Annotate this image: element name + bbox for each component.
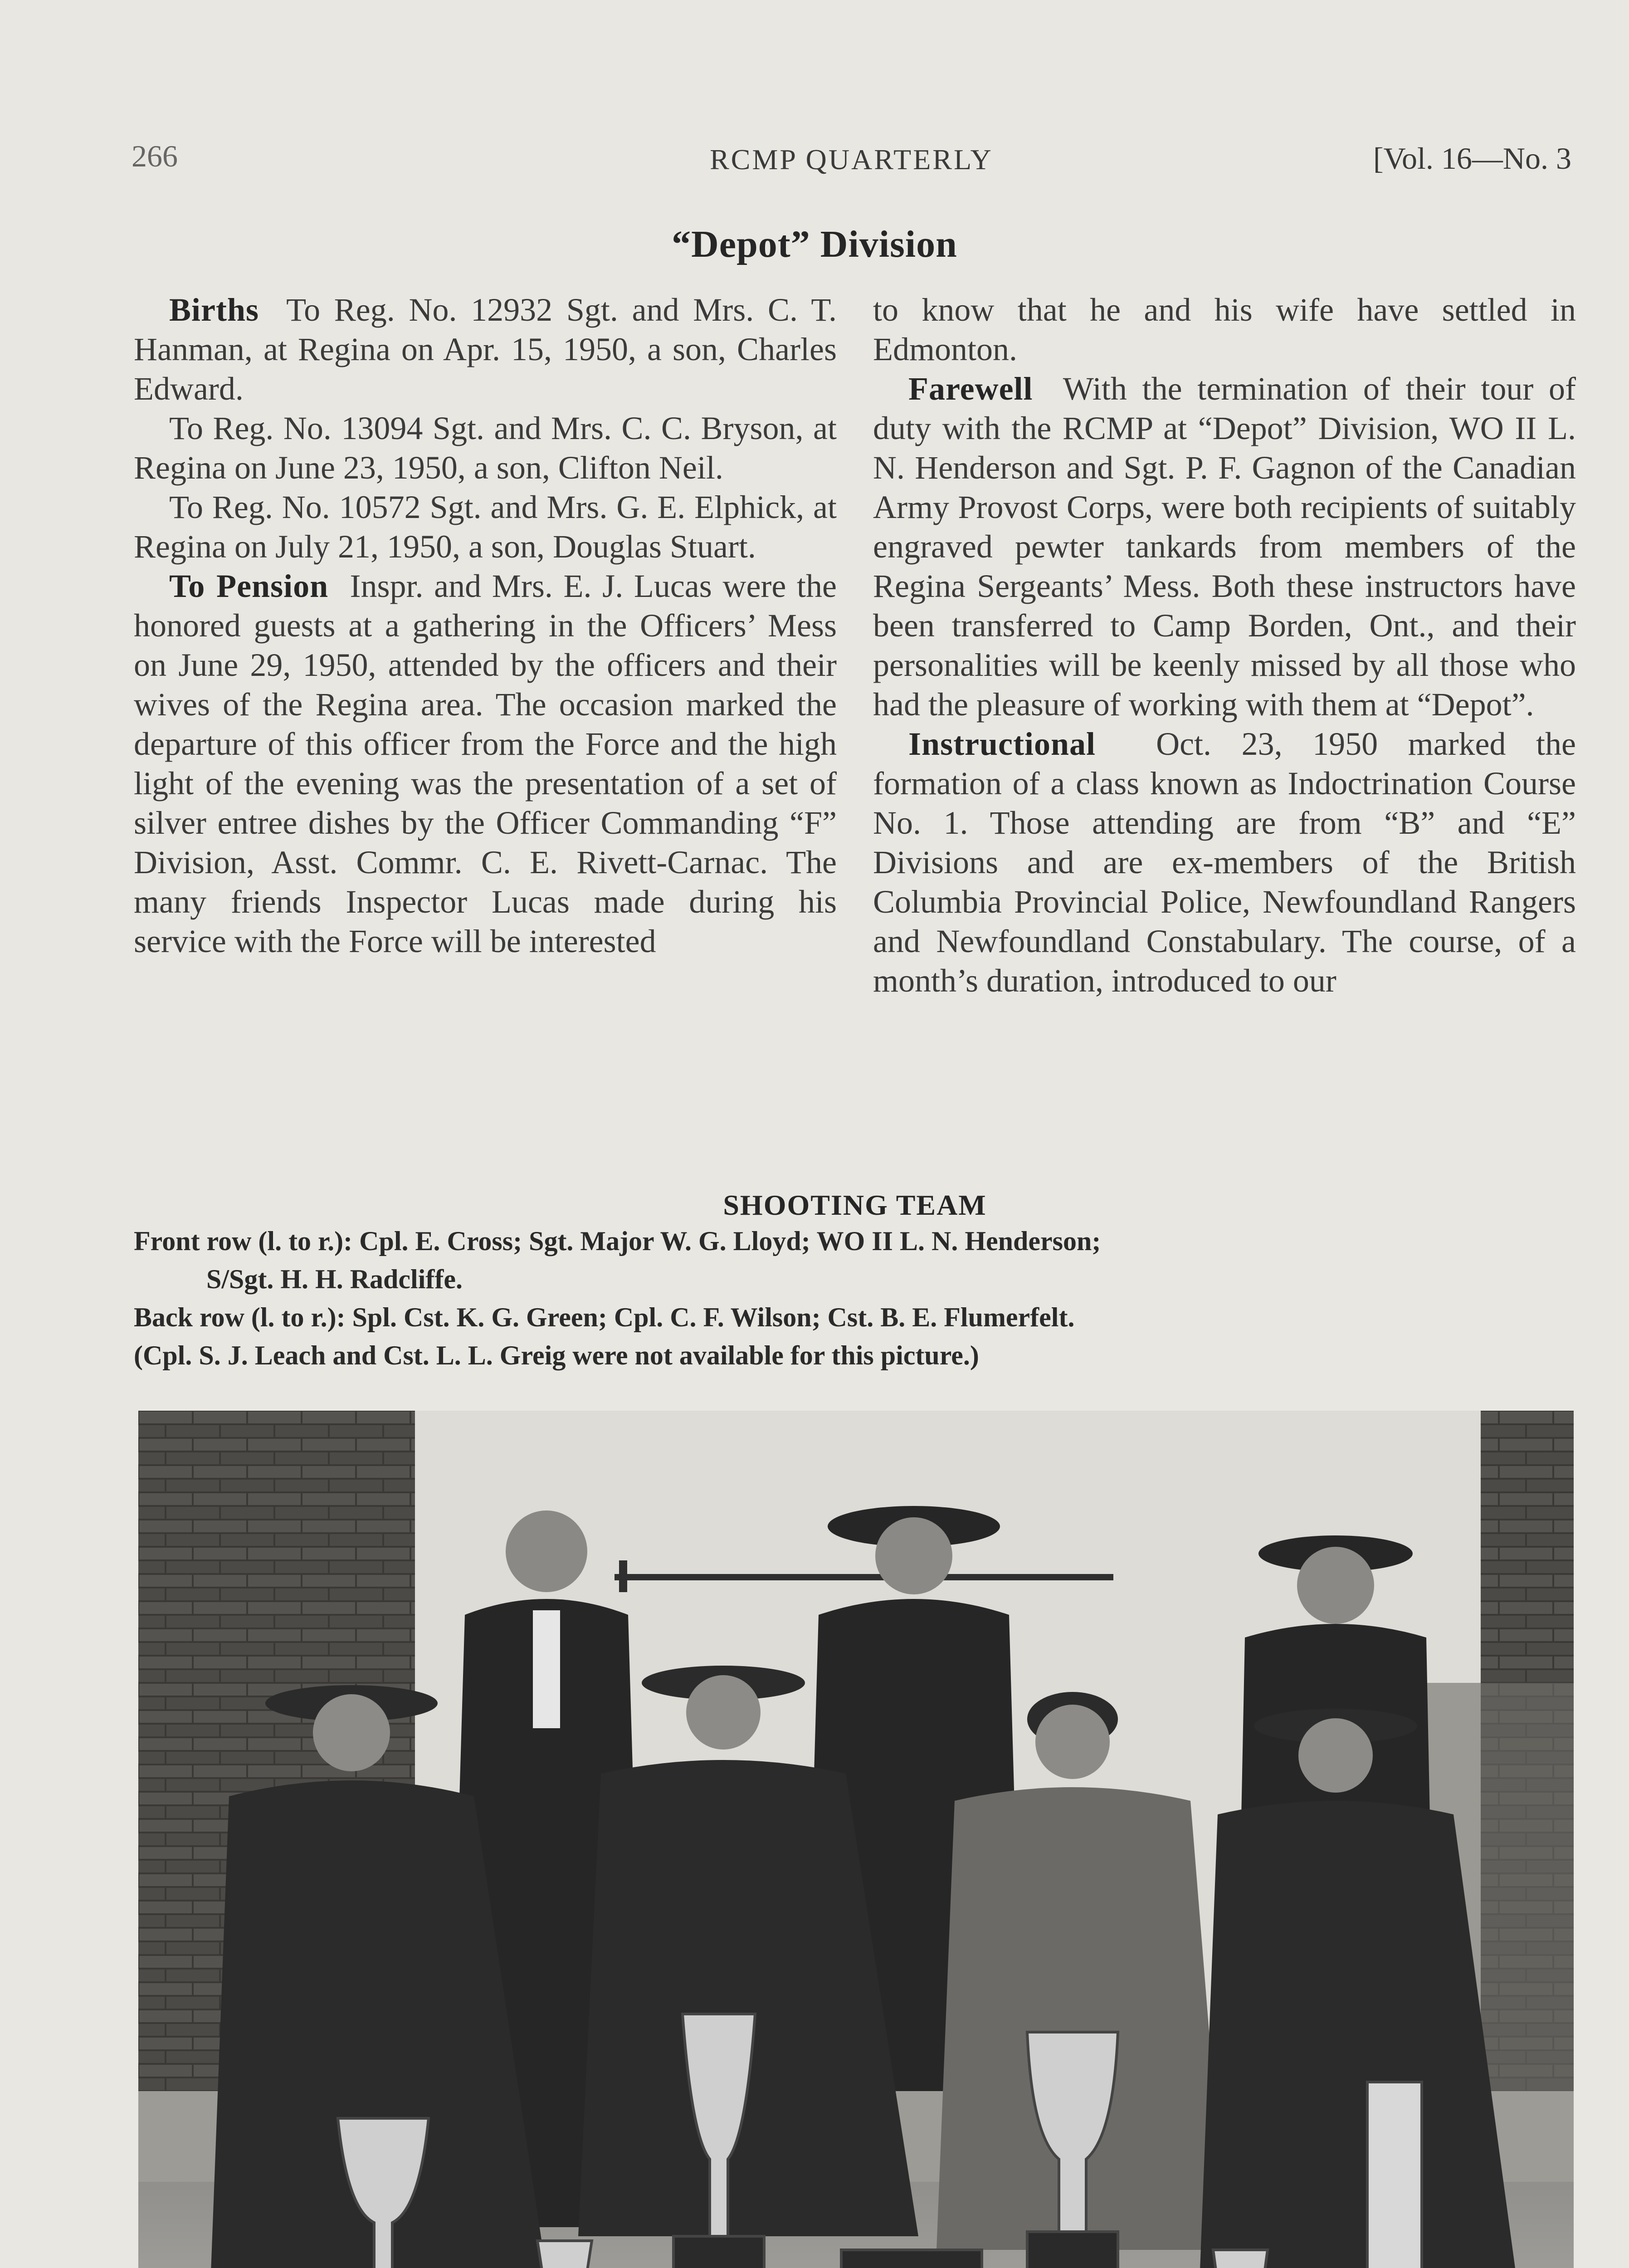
caption-front-row: Front row (l. to r.): Cpl. E. Cross; Sgt. Major W. G. Lloyd; WO II L. N. Henderson; [134,1226,1101,1256]
caption-note: (Cpl. S. J. Leach and Cst. L. L. Greig were not available for this picture.) [134,1340,979,1370]
pension-heading: To Pension [169,568,329,604]
continuation-paragraph: to know that he and his wife have settled in Edmonton. [873,292,1576,367]
instructional-text: Oct. 23, 1950 marked the formation of a class known as Indoctrination Course No. 1. Those attending are from “B” and “E” Divisions and are ex-members of the British Columbia Provincial Police, Newfoundland Rangers and Newfoundland Constabulary. The course, of a month’s duration, introduced to our [873,726,1576,999]
births-heading: Births [169,292,259,328]
births-paragraph-3: To Reg. No. 10572 Sgt. and Mrs. G. E. Elphick, at Regina on July 21, 1950, a son, Douglas Stuart. [134,489,837,565]
births-paragraph-2: To Reg. No. 13094 Sgt. and Mrs. C. C. Bryson, at Regina on June 23, 1950, a son, Clifton Neil. [134,410,837,486]
caption-title: SHOOTING TEAM [723,1189,987,1221]
left-column [134,290,837,1001]
pension-text: Inspr. and Mrs. E. J. Lucas were the honored guests at a gathering in the Officers’ Mess on June 29, 1950, attended by the officers and their wives of the Regina area. The occasion marked the departure of this officer from the Force and the high light of the evening was the presentation of a set of silver entree dishes by the Officer Commanding “F” Division, Asst. Commr. C. E. Rivett-Carnac. The many friends Inspector Lucas made during his service with the Force will be interested [134,568,837,959]
farewell-text: With the termination of their tour of duty with the RCMP at “Depot” Division, WO II L. N. Henderson and Sgt. P. F. Gagnon of the Canadian Army Provost Corps, were both recipients of suitably engraved pewter tankards from members of the Regina Sergeants’ Mess. Both these instructors have been transferred to Camp Borden, Ont., and their personalities will be keenly missed by all those who had the pleasure of working with them at “Depot”. [873,371,1576,723]
caption-back-row: Back row (l. to r.): Spl. Cst. K. G. Green; Cpl. C. F. Wilson; Cst. B. E. Flumerfelt. [134,1302,1075,1332]
farewell-paragraph [873,369,1576,724]
shooting-team-photo [138,1411,1574,2268]
page-number: 266 [132,139,178,173]
instructional-paragraph [873,724,1576,1001]
photo-caption [134,1188,1576,1374]
right-column [873,290,1576,1001]
page-header [132,129,1571,188]
farewell-heading: Farewell [908,371,1033,407]
running-title: RCMP QUARTERLY [710,143,993,176]
instructional-heading: Instructional [908,726,1096,762]
births-paragraph [134,290,837,409]
section-title: “Depot” Division [672,223,957,265]
caption-front-row-cont: S/Sgt. H. H. Radcliffe. [206,1264,463,1294]
births-text: To Reg. No. 12932 Sgt. and Mrs. C. T. Hanman, at Regina on Apr. 15, 1950, a son, Charles Edward. [134,292,837,407]
pension-paragraph [134,567,837,961]
article-columns [134,290,1576,1001]
volume-label: [Vol. 16—No. 3 [1373,141,1571,176]
